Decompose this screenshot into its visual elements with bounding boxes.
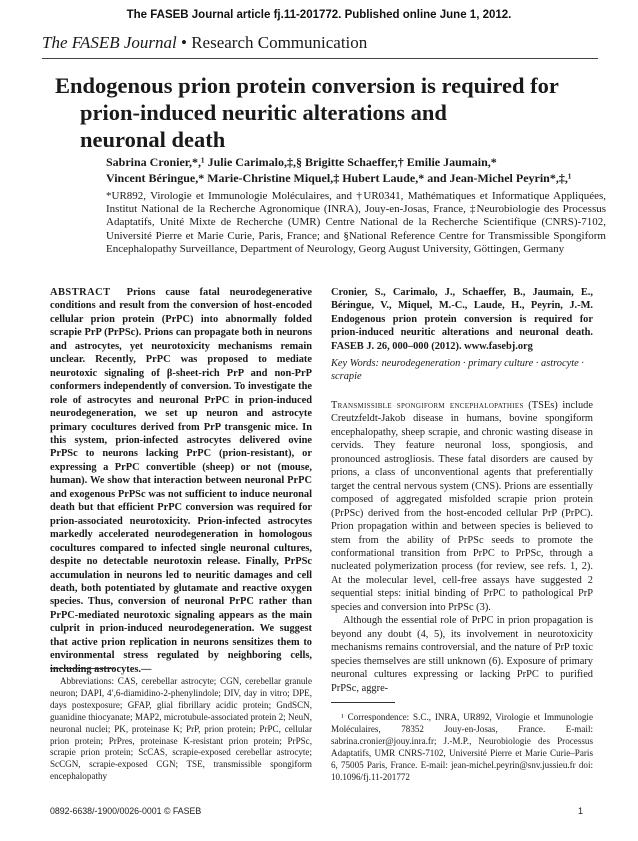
header-separator: • [180,33,187,52]
author-line: Vincent Béringue,* Marie-Christine Miquel,‡ Hubert Laude,* and Jean-Michel Peyrin*,‡,¹ [106,171,572,185]
author-line: Sabrina Cronier,*,¹ Julie Carimalo,‡,§ Brigitte Schaeffer,† Emilie Jaumain,* [106,155,497,169]
page-number: 1 [578,806,584,816]
paragraph-text: (TSEs) include Creutzfeldt-Jakob disease in humans, bovine spongiform encephalopathy, sheep scrapie, and chronic wasting disease in cervids. They feature neuronal loss, spongiosis, and pronounced astrogliosis. These fatal disorders are caused by prions, a class of unconventional agents that preferentially target the central nervous system (CNS). Prions are essentially composed of aggregated misfolded scrapie prion protein (PrPSc) derived from the host-encoded cellular PrP (PrPC). Prion propagation within and between species is believed to stem from the ability of PrPSc seeds to promote the conformational transition from PrPC to PrPSc, through a nucleated polymerization process (for review, see refs. 1, 2). At the molecular level, cell-free assays have suggested 2 sequential steps: initial binding of PrPC to pathological PrP species and conversion into PrPSc (3). [331,400,593,613]
publication-banner: The FASEB Journal article fj.11-201772. Published online June 1, 2012. [126,9,512,21]
citation: Cronier, S., Carimalo, J., Schaeffer, B., Jaumain, E., Béringue, V., Miquel, M.-C., Laude, H., Peyrin, J.-M. Endogenous prion protein conversion is required for prion-induced neuritic alterations and neuronal death. FASEB J. 26, 000–000 (2012). www.fasebj.org [331,287,593,352]
abstract [50,286,312,676]
header-rule [42,58,598,59]
footer-issn: 0892-6638/-1900/0026-0001 © FASEB [50,806,202,816]
footnote-rule [331,702,395,703]
introduction-text [331,399,593,695]
journal-header [42,33,367,53]
affiliations: *UR892, Virologie et Immunologie Moléculaires, and †UR0341, Mathématiques et Informatique Appliquées, Institut National de la Recherche Agronomique (INRA), Jouy-en-Josas, France, ‡Neurobiologie des Processus Adaptatifs, Unité Mixte de Recherche (UMR) Centre National de la Recherche Scientifique (CNRS)-7102, Université Pierre et Marie Curie, Paris, France; and §National Reference Centre for Transmissible Spongiform Encephalopathy Surveillance, Department of Neurology, Georg August University, Göttingen, Germany [106,190,606,255]
keywords: Key Words: neurodegeneration · primary culture · astrocyte · scrapie [331,358,584,383]
section-name: Research Communication [191,33,368,52]
abstract-text: Prions cause fatal neurodegenerative conditions and result from the conversion of host-encoded cellular prion protein (PrPC) into abnormally folded scrapie PrP (PrPSc). Prions can propagate both in neurons and astrocytes, yet neurotoxicity mechanisms remain unclear. Recently, PrPC was proposed to mediate neurotoxic signaling of β-sheet-rich PrP and non-PrP conformers independently of conversion. To investigate the role of astrocytes and neuronal PrPC in prion-induced neurodegeneration, we set up neuron and astrocyte primary cocultures derived from PrP transgenic mice. In this system, prion-infected astrocytes delivered ovine PrPSc to neurons lacking PrPC (prion-resistant), or expressing a PrPC convertible (sheep) or not (mouse, human). We show that interaction between neuronal PrPC and exogenous PrPSc was not sufficient to induce neuronal death but that efficient PrPC conversion was required for prion-associated neurotoxicity. Prion-infected astrocytes markedly accelerated neurodegeneration in homologous cocultures compared to infected single neuronal cultures, despite no detectable neurotoxin release. Finally, PrPSc accumulation in neurons led to neuritic damages and cell death, both potentiated by glutamate and reactive oxygen species. Thus, conversion of neuronal PrPC rather than PrPC-mediated neurotoxic signaling appears as the main culprit in prion-induced neurodegeneration. We suggest that active prion replication in neurons sensitizes them to environmental stress regulated by neighboring cells, including astrocytes.— [50,287,312,675]
author-list [106,154,606,186]
article-title [55,72,600,153]
title-line: Endogenous prion protein conversion is required for [55,73,559,98]
title-line: neuronal death [80,127,226,152]
footnote-rule [50,668,114,669]
correspondence-footnote: ¹ Correspondence: S.C., INRA, UR892, Virologie et Immunologie Moléculaires, 78352 Jouy-en-Josas, France. E-mail: sabrina.cronier@jouy.inra.fr; J.-M.P., Neurobiologie des Processus Adaptatifs, UMR CNRS-7102, Université Pierre et Marie Curie–Paris 6, 75005 Paris, France. E-mail: jean-michel.peyrin@snv.jussieu.fr doi: 10.1096/fj.11-201772 [331,712,593,782]
journal-name: The FASEB Journal [42,33,177,52]
title-line: prion-induced neuritic alterations and [80,100,447,125]
abstract-label: ABSTRACT [50,287,111,298]
abbreviations-footnote: Abbreviations: CAS, cerebellar astrocyte; CGN, cerebellar granule neuron; DAPI, 4′,6-diamidino-2-phenylindole; DIV, day in vitro; DPE, days postexposure; GFAP, glial fibrillary acidic protein; GndSCN, guanidine thiocyanate; MAP2, microtubule-associated protein 2; NeuN, neuronal nuclei; PK, proteinase K; PrP, prion protein; PrPC, cellular prion protein; PrPres, proteinase K-resistant prion protein; PrPSc, scrapie prion protein; ScCAS, scrapie-exposed cerebellar astrocyte; ScCGN, scrapie-exposed CGN; TSE, transmissible spongiform encephalopathy [50,676,312,782]
body-paragraph: Although the essential role of PrPC in prion propagation is beyond any doubt (4, 5), its involvement in neurotoxicity mechanisms remains controversial, and the nature of PrP toxic species themselves are still unknown (6). Exposure of primary neuronal cultures expressing or lacking PrPC to purified PrPSc, aggre- [331,615,593,694]
body-paragraph [331,399,593,614]
lead-in: Transmissible spongiform encephalopathies [331,400,524,411]
